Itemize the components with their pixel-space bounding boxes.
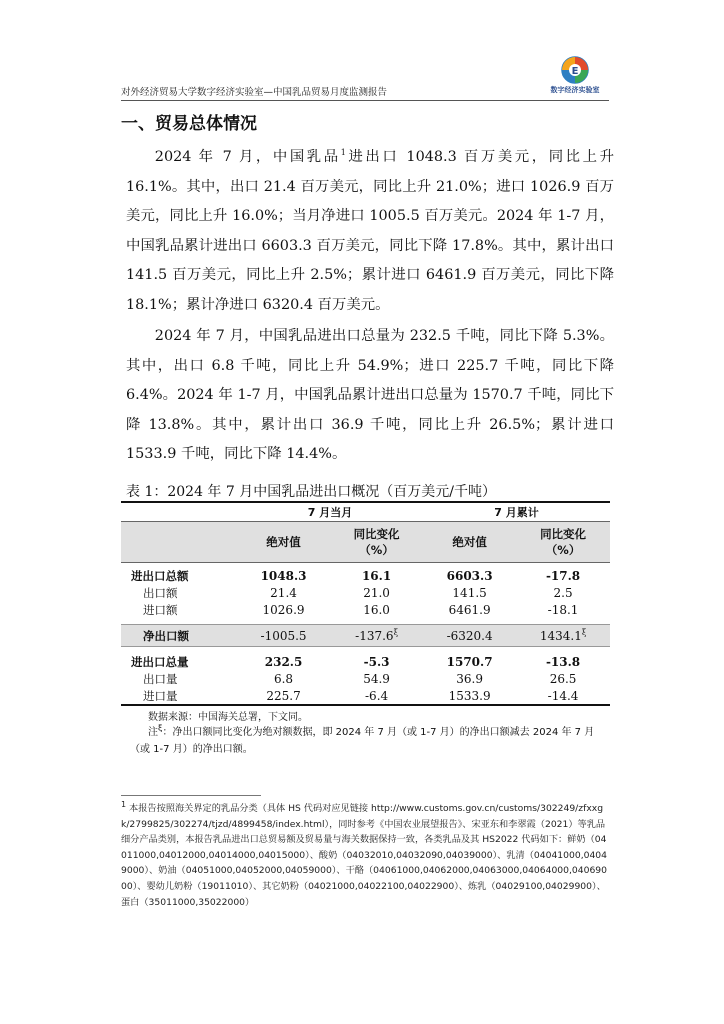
header-current-month: 7 月当月 <box>237 502 423 522</box>
row-label: 净出口额 <box>121 625 237 647</box>
note-mark: ξ <box>393 627 398 637</box>
table-header-period-row <box>121 502 610 522</box>
cell-value: -17.8 <box>545 568 581 583</box>
cell-value: 26.5 <box>549 671 577 686</box>
cell-value: -14.4 <box>516 687 610 705</box>
page-header <box>121 80 609 101</box>
cell-value: -5.3 <box>363 654 390 669</box>
para2-text: 2024 年 7 月，中国乳品进出口总量为 232.5 千吨，同比下降 5.3%。其中，出口 6.8 千吨，同比上升 54.9%；进口 225.7 千吨，同比下降 6.4%。2024 年 1-7 月，中国乳品累计进出口总量为 1570.7 千吨，同比下降 13.8%。其中，累计出口 36.9 千吨，同比上升 26.5%；累计进口 1533.9 千吨，同比下降 14.4%。 <box>126 328 614 462</box>
para1-text-a: 2024 年 7 月，中国乳品 <box>154 149 341 165</box>
cell-value: 6.8 <box>273 671 294 686</box>
cell-value: 21.0 <box>363 585 390 600</box>
table-row <box>121 563 610 585</box>
cell-value: 232.5 <box>264 654 303 669</box>
table-row <box>121 601 610 618</box>
logo-text: 数字经济实验室 <box>550 86 600 94</box>
cell-value: 36.9 <box>456 671 483 686</box>
logo-emblem-icon <box>540 56 610 86</box>
cell-value: 6461.9 <box>448 602 491 617</box>
cell-value: 225.7 <box>237 687 330 705</box>
yoy-label-1: 同比变化 <box>353 527 400 541</box>
table-row <box>121 584 610 601</box>
row-label: 进出口总额 <box>131 568 189 583</box>
cell-value: -18.1 <box>547 602 579 617</box>
note-mark: ξ <box>158 723 163 733</box>
footnote-divider <box>121 795 261 796</box>
footnote-ref[interactable]: 1 <box>340 148 346 158</box>
cell-value: 1533.9 <box>423 687 516 705</box>
cell-value: -1005.5 <box>237 625 330 647</box>
yoy-label-2: （%） <box>359 543 394 557</box>
cell-value: 1026.9 <box>262 602 305 617</box>
svg-text:E: E <box>571 66 579 77</box>
table-row <box>121 653 610 670</box>
cell-value-with-note <box>330 625 423 647</box>
yoy-label-4: （%） <box>545 543 581 557</box>
header-yoy-cumulative <box>516 522 610 563</box>
lab-logo <box>540 56 610 96</box>
header-title: 对外经济贸易大学数字经济实验室—中国乳品贸易月度监测报告 <box>121 87 388 98</box>
cell-value: -137.6 <box>355 628 394 643</box>
corner-cell <box>121 502 237 522</box>
header-abs-cumulative: 绝对值 <box>423 522 516 563</box>
header-abs-current: 绝对值 <box>237 522 330 563</box>
row-label: 进口额 <box>143 602 178 617</box>
corner-cell-2 <box>121 522 237 563</box>
cell-value: 141.5 <box>452 585 487 600</box>
footnote-text: 本报告按照海关界定的乳品分类（具体 HS 代码对应见链接 http://www.customs.gov.cn/customs/302249/zfxxgk/2799825/302274/tjzd/4899458/index.html），同时参考《中国农业展望报告》、宋亚东和李翠霞（2021）等乳品细分产品类别，本报告乳品进出口总贸易额及贸易量与海关数据保持一致，各类乳品及其 HS2022 代码如下：鲜奶（04011000,04012000,04014000,04015000）、酸奶（04032010,04032090,04039000）、乳清（04041000,04049000）、奶油（04051000,04052000,04059000）、干酪（04061000,04062000,04063000,04064000,04069000）、婴幼儿奶粉（19011010）、其它奶粉（04021000,04022100,04022900）、炼乳（04029100,04029900）、蛋白（35011000,35022000） <box>121 803 607 908</box>
section-title: 一、贸易总体情况 <box>121 114 257 134</box>
header-cumulative: 7 月累计 <box>423 502 610 522</box>
paragraph-trade-value <box>126 143 614 320</box>
cell-value: -6320.4 <box>423 625 516 647</box>
header-yoy-current <box>330 522 423 563</box>
table-row <box>121 670 610 687</box>
cell-value: 21.4 <box>270 585 297 600</box>
row-label: 出口额 <box>143 585 178 600</box>
table-row-net <box>121 625 610 647</box>
row-label: 出口量 <box>143 671 178 686</box>
row-label: 进出口总量 <box>131 654 189 669</box>
cell-value: 16.0 <box>363 602 390 617</box>
trade-summary-table <box>121 501 610 706</box>
footnote-mark: 1 <box>121 799 127 809</box>
footnote <box>121 801 611 910</box>
cell-value: 1048.3 <box>260 568 307 583</box>
cell-value: 2.5 <box>553 585 573 600</box>
cell-value-with-note <box>516 625 610 647</box>
cell-value: 16.1 <box>361 568 392 583</box>
table-caption: 表 1：2024 年 7 月中国乳品进出口概况（百万美元/千吨） <box>126 484 496 500</box>
row-label: 进口量 <box>121 687 237 705</box>
note-body: ：净出口额同比变化为绝对额数据，即 2024 年 7 月（或 1-7 月）的净出口额减去 2024 年 7 月（或 1-7 月）的净出口额。 <box>130 727 595 755</box>
cell-value: 54.9 <box>363 671 390 686</box>
paragraph-trade-volume <box>126 322 614 470</box>
table-header-columns-row <box>121 522 610 563</box>
note-mark: ξ <box>581 627 587 637</box>
cell-value: 1570.7 <box>446 654 493 669</box>
note-prefix: 注 <box>148 727 158 738</box>
cell-value: 1434.1 <box>539 628 582 643</box>
para1-text-b: 进出口 1048.3 百万美元，同比上升 16.1%。其中，出口 21.4 百万美元，同比上升 21.0%；进口 1026.9 百万美元，同比上升 16.0%；当月净进口 1005.5 百万美元。2024 年 1-7 月，中国乳品累计进出口 6603.3 百万美元，同比下降 17.8%。其中，累计出口 141.5 百万美元，同比上升 2.5%；累计进口 6461.9 百万美元，同比下降 18.1%；累计净进口 6320.4 百万美元。 <box>126 149 614 313</box>
cell-value: 6603.3 <box>446 568 493 583</box>
table-note <box>130 724 612 758</box>
cell-value: -6.4 <box>330 687 423 705</box>
data-source-note: 数据来源：中国海关总署，下文同。 <box>148 712 308 723</box>
yoy-label-3: 同比变化 <box>540 527 587 541</box>
table-row <box>121 687 610 705</box>
cell-value: -13.8 <box>545 654 581 669</box>
